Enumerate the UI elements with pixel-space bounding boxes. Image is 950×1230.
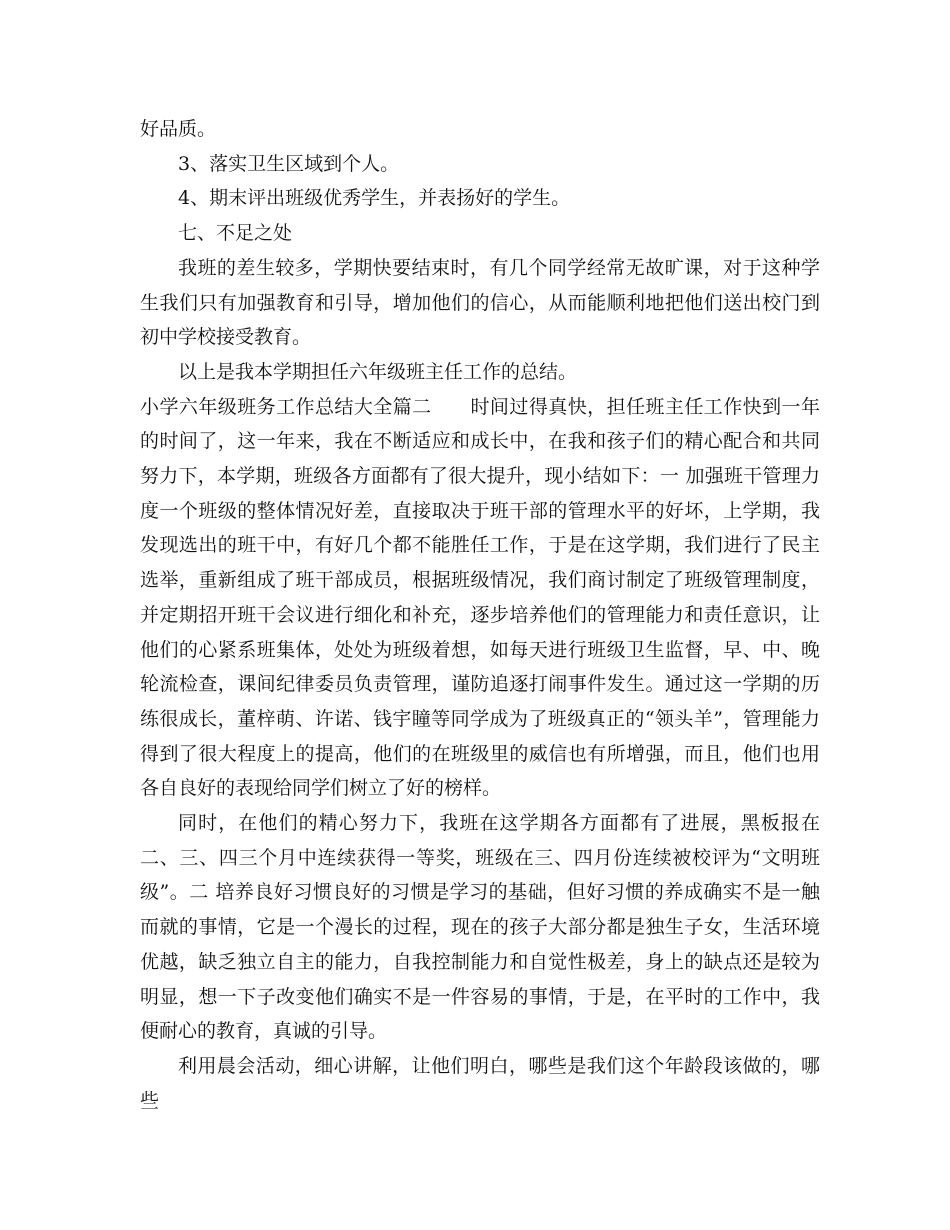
document-body [140, 112, 820, 1118]
paragraph-progress-habits: 同时，在他们的精心努力下，我班在这学期各方面都有了进展，黑板报在二、三、四三个月中连续获得一等奖，班级在三、四月份连续被校评为“文明班级”。二 培养良好习惯良好的习惯是学习的基础，但好习惯的养成确实不是一触而就的事情，它是一个漫长的过程，现在的孩子大部分都是独生子女，生活环境优越，缺乏独立自主的能力，自我控制能力和自觉性极差，身上的缺点还是较为明显，想一下子改变他们确实不是一件容易的事情，于是，在平时的工作中，我便耐心的教育，真诚的引导。 [140, 812, 820, 1043]
paragraph-good-quality: 好品质。 [140, 118, 217, 140]
paragraph-weak-students: 我班的差生较多，学期快要结束时，有几个同学经常无故旷课，对于这种学生我们只有加强教育和引导，增加他们的信心，从而能顺利地把他们送出校门到初中学校接受教育。 [140, 256, 820, 349]
section-heading-shortcomings: 七、不足之处 [178, 222, 293, 245]
paragraph-morning-meeting: 利用晨会活动，细心讲解，让他们明白，哪些是我们这个年龄段该做的，哪些 [140, 1054, 820, 1112]
paragraph-summary-closing: 以上是我本学期担任六年级班主任工作的总结。 [178, 360, 578, 383]
paragraph-hygiene-area: 3、落实卫生区域到个人。 [178, 152, 400, 175]
paragraph-part-two-intro: 小学六年级班务工作总结大全篇二 时间过得真快，担任班主任工作快到一年的时间了，这一年来，我在不断适应和成长中，在我和孩子们的精心配合和共同努力下，本学期，班级各方面都有了很大提升，现小结如下：一 加强班干管理力度一个班级的整体情况好差，直接取决于班干部的管理水平的好坏，上学期，我发现选出的班干中，有好几个都不能胜任工作，于是在这学期，我们进行了民主选举，重新组成了班干部成员，根据班级情况，我们商讨制定了班级管理制度，并定期招开班干会议进行细化和补充，逐步培养他们的管理能力和责任意识，让他们的心紧系班集体，处处为班级着想，如每天进行班级卫生监督，早、中、晚轮流检查，课间纪律委员负责管理，谨防追逐打闹事件发生。通过这一学期的历练很成长，董梓萌、许诺、钱宇瞳等同学成为了班级真正的“领头羊”，管理能力得到了很大程度上的提高，他们的在班级里的威信也有所增强，而且，他们也用各自良好的表现给同学们树立了好的榜样。 [140, 395, 820, 800]
paragraph-excellent-students: 4、期末评出班级优秀学生，并表扬好的学生。 [178, 187, 571, 210]
